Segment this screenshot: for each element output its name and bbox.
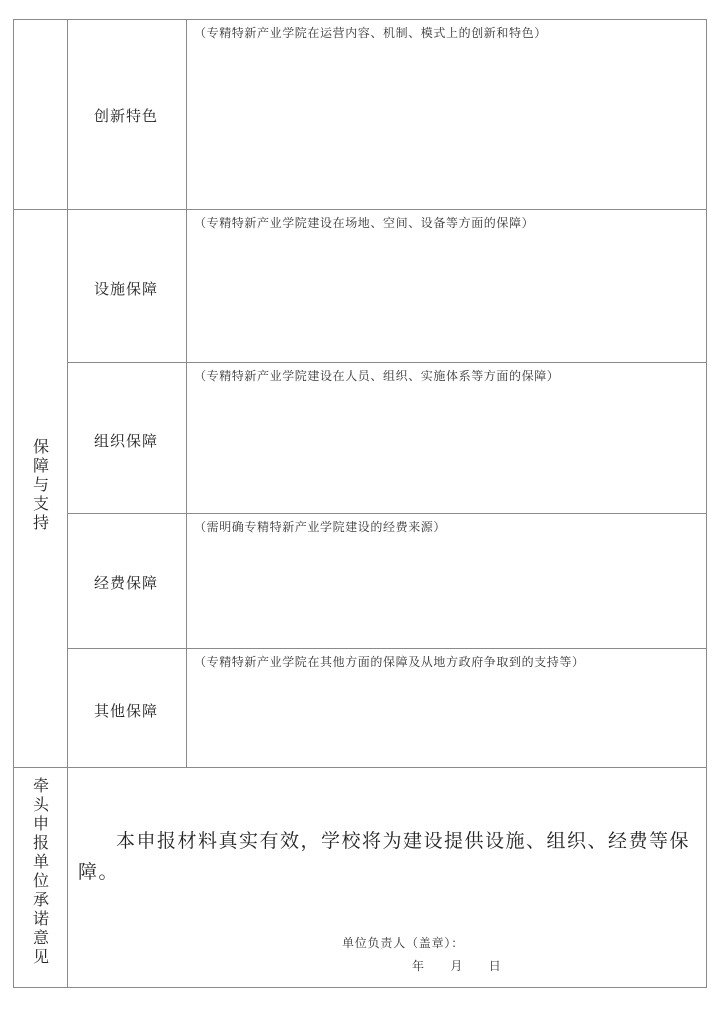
table-border-right	[706, 19, 707, 987]
organization-note: （专精特新产业学院建设在人员、组织、实施体系等方面的保障）	[194, 369, 560, 383]
funding-note: （需明确专精特新产业学院建设的经费来源）	[194, 520, 447, 534]
support-group-label: 保障与支持	[32, 437, 49, 532]
other-note: （专精特新产业学院在其他方面的保障及从地方政府争取到的支持等）	[194, 655, 585, 669]
column-divider-2	[186, 19, 187, 767]
signer-label: 单位负责人（盖章）：	[342, 936, 465, 950]
other-label: 其他保障	[94, 702, 159, 720]
table-border-bottom	[13, 987, 707, 988]
row-divider-innovation	[13, 209, 707, 210]
row-divider-facilities	[67, 362, 707, 363]
organization-label: 组织保障	[94, 432, 159, 450]
facilities-note: （专精特新产业学院建设在场地、空间、设备等方面的保障）	[194, 216, 535, 230]
row-divider-organization	[67, 513, 707, 514]
facilities-label: 设施保障	[94, 280, 159, 298]
innovation-note: （专精特新产业学院在运营内容、机制、模式上的创新和特色）	[194, 26, 547, 40]
column-divider-1	[67, 19, 68, 987]
funding-label: 经费保障	[94, 574, 159, 592]
commitment-text: 本申报材料真实有效，学校将为建设提供设施、组织、经费等保障。	[78, 830, 691, 883]
innovation-label: 创新特色	[94, 107, 159, 125]
table-border-left	[13, 19, 14, 987]
row-divider-support	[13, 767, 707, 768]
commitment-label: 牵头申报单位承诺意见	[32, 776, 49, 966]
row-divider-funding	[67, 648, 707, 649]
date-label: 年 月 日	[412, 959, 502, 973]
table-border-top	[13, 19, 707, 20]
